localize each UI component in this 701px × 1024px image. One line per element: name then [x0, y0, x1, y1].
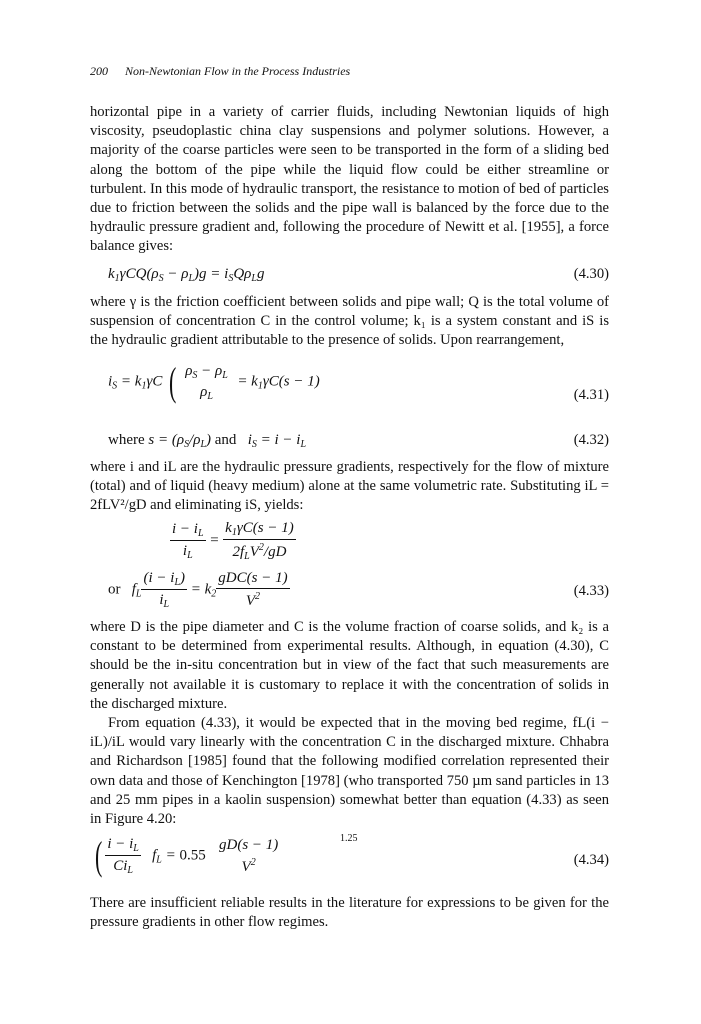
page-number: 200	[90, 64, 108, 78]
paragraph-5: From equation (4.33), it would be expected that in the moving bed regime, fL(i − iL)/iL would vary linearly with the concentration C in the discharged mixture. Chhabra and Richardson [1985] found that the following modified correlation represented their own data and those of Kenchington [1978] (who transported 750 µm sand particles in 13 and 25 mm pipes in a kaolin suspension) somewhat better than equation (4.33) as seen in Figure 4.20:	[90, 715, 609, 828]
equation-4-34: ( $\frac{i - i_L}{Ci_L}$ $f_L = 0.55$ gD(s − 1) $V^2$	[94, 833, 279, 878]
eq432-where-word: where	[108, 432, 145, 448]
equation-4-33-line-2: or $f_L$ $\frac{(i - i_L)}{i_L}$ = $k_2$ $\frac{\text{gDC(s − 1)}}{V^2}$	[108, 570, 288, 610]
paragraph-6: There are insufficient reliable results in the literature for expressions to be given for the pressure gradients in other flow regimes.	[90, 895, 609, 931]
equation-4-32: where $s = (\rho_S/\rho_L)$ and $i_S = i - i_L$	[108, 432, 307, 450]
paragraph-4: where D is the pipe diameter and C is the volume fraction of coarse solids, and k₂ is a constant to be determined from experimental results. Although, in equation (4.30), C should be the in-situ concentration but in view of the fact that such measurements are generally not available it is customary to replace it with the concentration of solids in the discharged mixture.	[90, 619, 609, 712]
equation-4-31: $i_S = k_1\gamma C$ ( $\rho_S - \rho_L$ $\rho_L$ = $k_1\gamma C(s - 1)$	[108, 359, 320, 404]
equation-number-4-33: (4.33)	[573, 583, 609, 599]
equation-4-33-line-1: $\frac{i - i_L}{i_L}$ = $\frac{k_1\gamma C(s - 1)}{2f_LV^2/gD}$	[172, 520, 294, 562]
eq432-and-word: and	[214, 432, 237, 448]
running-header	[90, 64, 350, 79]
eq434-exponent: 1.25	[340, 833, 358, 844]
equation-number-4-30: (4.30)	[573, 266, 609, 282]
equation-number-4-34: (4.34)	[573, 852, 609, 868]
equation-4-30: $k_1\gamma CQ(\rho_S - \rho_L)g = i_SQ\rho_Lg$	[108, 266, 265, 284]
paragraph-3: where i and iL are the hydraulic pressure gradients, respectively for the flow of mixture (total) and of liquid (heavy medium) alone at the same volumetric rate. Substituting iL = 2fLV²/gD and eliminating iS, yields:	[90, 459, 609, 514]
running-title: Non-Newtonian Flow in the Process Industries	[125, 64, 351, 78]
eq433-or-word: or	[108, 581, 121, 598]
paragraph-1: horizontal pipe in a variety of carrier fluids, including Newtonian liquids of high viscosity, pseudoplastic china clay suspensions and polymer solutions. However, a majority of the coarse particles were seen to be transported in the form of a sliding bed along the bottom of the pipe while the liquid flow could be either streamline or turbulent. In this mode of hydraulic transport, the resistance to motion of bed of particles due to friction between the solids and the pipe wall is balanced by the force due to the hydraulic pressure gradient and, following the procedure of Newitt et al. [1955], a force balance gives:	[90, 104, 609, 255]
equation-number-4-32: (4.32)	[573, 432, 609, 448]
equation-number-4-31: (4.31)	[573, 387, 609, 403]
eq434-constant: 0.55	[179, 847, 206, 864]
paragraph-2: where γ is the friction coefficient between solids and pipe wall; Q is the total volume of suspension of concentration C in the control volume; k₁ is a system constant and iS is the hydraulic gradient attributable to the presence of solids. Upon rearrangement,	[90, 294, 609, 349]
